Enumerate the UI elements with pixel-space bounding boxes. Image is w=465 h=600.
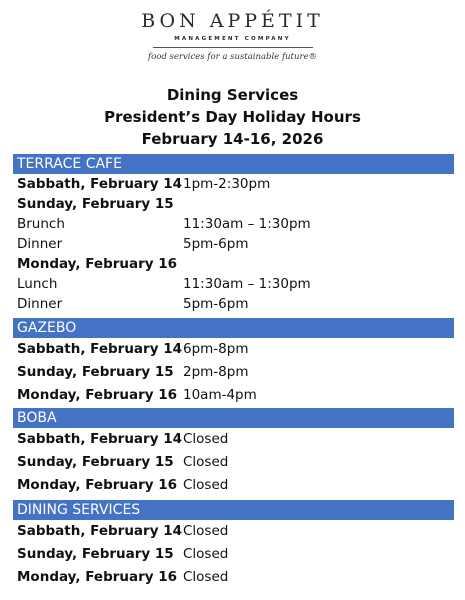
row-hours: 6pm-8pm <box>183 341 249 357</box>
row-hours: 11:30am – 1:30pm <box>183 216 311 232</box>
section-header-terrace-cafe: TERRACE CAFE <box>13 154 454 174</box>
logo-subtitle: MANAGEMENT COMPANY <box>174 36 291 42</box>
row-hours: Closed <box>183 523 229 539</box>
row-label: Sabbath, February 14 <box>17 523 182 539</box>
row-label: Sabbath, February 14 <box>17 341 182 357</box>
schedule-row <box>13 338 454 361</box>
document-title <box>0 84 465 150</box>
section-header-boba: BOBA <box>13 408 454 428</box>
row-label: Monday, February 16 <box>17 477 178 493</box>
row-label: Monday, February 16 <box>17 569 178 585</box>
row-label: Sunday, February 15 <box>17 196 174 212</box>
schedule-row <box>13 566 454 589</box>
schedule-row <box>13 520 454 543</box>
row-label: Sunday, February 15 <box>17 364 174 380</box>
schedule-row <box>13 384 454 407</box>
section-header-dining-services: DINING SERVICES <box>13 500 454 520</box>
row-label: Sabbath, February 14 <box>17 176 182 192</box>
row-hours: 2pm-8pm <box>183 364 249 380</box>
schedule-row <box>13 234 454 254</box>
row-label: Dinner <box>17 296 63 312</box>
row-label: Sunday, February 15 <box>17 546 174 562</box>
schedule-row <box>13 474 454 497</box>
row-label: Dinner <box>17 236 63 252</box>
section-dining-services <box>13 500 454 589</box>
schedule-row <box>13 451 454 474</box>
row-hours: Closed <box>183 431 229 447</box>
schedule-row <box>13 294 454 314</box>
schedule-row <box>13 274 454 294</box>
section-gazebo <box>13 318 454 407</box>
row-hours: 1pm-2:30pm <box>183 176 271 192</box>
row-label: Sabbath, February 14 <box>17 431 182 447</box>
title-line-2: President’s Day Holiday Hours <box>104 108 361 126</box>
row-label: Brunch <box>17 216 65 232</box>
logo-divider <box>153 47 313 48</box>
section-header-gazebo: GAZEBO <box>13 318 454 338</box>
schedule-row <box>13 543 454 566</box>
row-label: Sunday, February 15 <box>17 454 174 470</box>
row-hours: Closed <box>183 569 229 585</box>
row-hours: Closed <box>183 454 229 470</box>
schedule-row <box>13 194 454 214</box>
bon-appetit-logo <box>0 10 465 62</box>
schedule-row <box>13 254 454 274</box>
row-hours: 5pm-6pm <box>183 296 249 312</box>
row-hours: Closed <box>183 546 229 562</box>
title-line-1: Dining Services <box>166 86 299 104</box>
schedule-row <box>13 174 454 194</box>
schedule-row <box>13 428 454 451</box>
row-hours: 5pm-6pm <box>183 236 249 252</box>
row-label: Monday, February 16 <box>17 256 178 272</box>
row-label: Monday, February 16 <box>17 387 178 403</box>
title-line-3: February 14-16, 2026 <box>141 130 324 148</box>
row-hours: 11:30am – 1:30pm <box>183 276 311 292</box>
row-hours: 10am-4pm <box>183 387 257 403</box>
row-hours: Closed <box>183 477 229 493</box>
schedule-row <box>13 361 454 384</box>
section-terrace-cafe <box>13 154 454 314</box>
row-label: Lunch <box>17 276 58 292</box>
logo-tagline: food services for a sustainable future® <box>147 52 318 62</box>
section-boba <box>13 408 454 497</box>
logo-wordmark: BON APPÉTIT <box>141 10 324 32</box>
schedule-row <box>13 214 454 234</box>
